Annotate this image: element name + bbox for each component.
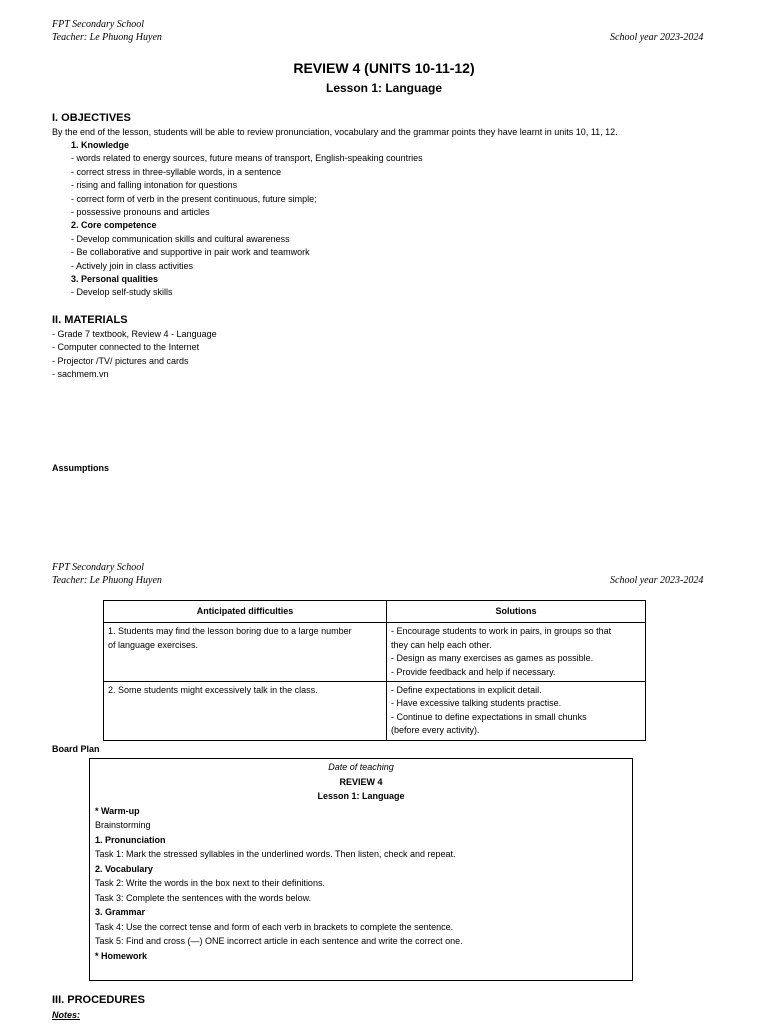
- notes-label: Notes:: [52, 1010, 81, 1020]
- task-4: Task 4: Use the correct tense and form of each verb in brackets to complete the sentence.: [95, 921, 454, 932]
- procedures-heading: III. PROCEDURES: [52, 994, 145, 1006]
- knowledge-heading: 1. Knowledge: [71, 140, 130, 150]
- difficulty-cell: [104, 682, 387, 741]
- table-header-row: [104, 601, 646, 623]
- table-row: [104, 682, 646, 741]
- list-item: - Actively join in class activities: [71, 260, 194, 271]
- task-5: Task 5: Find and cross (—) ONE incorrect article in each sentence and write the correct one.: [95, 936, 463, 946]
- solution-cell: [387, 682, 646, 741]
- teacher-name: Teacher: Le Phuong Huyen: [52, 575, 162, 586]
- school-year: School year 2023-2024: [610, 575, 704, 586]
- board-plan-label: Board Plan: [52, 744, 100, 754]
- materials-heading: II. MATERIALS: [52, 314, 128, 326]
- difficulties-table: [103, 600, 646, 741]
- column-header: Anticipated difficulties: [104, 601, 387, 623]
- personal-qualities-heading: 3. Personal qualities: [71, 274, 159, 285]
- list-item: - Be collaborative and supportive in pair work and teamwork: [71, 247, 310, 258]
- objectives-list: [71, 139, 423, 300]
- list-item: - possessive pronouns and articles: [71, 207, 210, 218]
- list-item: - sachmem.vn: [52, 369, 109, 380]
- cell-line: of language exercises.: [108, 639, 199, 650]
- objectives-heading: I. OBJECTIVES: [52, 112, 131, 124]
- cell-line: they can help each other.: [391, 639, 492, 650]
- page-title: REVIEW 4 (UNITS 10-11-12): [293, 60, 475, 76]
- difficulty-cell: [104, 623, 387, 682]
- board-plan-box: [89, 758, 633, 981]
- core-competence-heading: 2. Core competence: [71, 220, 157, 231]
- task-3: Task 3: Complete the sentences with the words below.: [95, 892, 312, 903]
- cell-line: - Design as many exercises as games as possible.: [391, 653, 594, 664]
- column-header: Solutions: [387, 601, 646, 623]
- cell-line: - Define expectations in explicit detail.: [391, 685, 542, 696]
- board-review-title: REVIEW 4: [339, 776, 383, 787]
- vocabulary-heading: 2. Vocabulary: [95, 863, 153, 874]
- list-item: - Develop self-study skills: [71, 287, 173, 298]
- cell-line: 2. Some students might excessively talk in the class.: [108, 685, 318, 696]
- school-year: School year 2023-2024: [610, 32, 704, 43]
- list-item: - Develop communication skills and cultural awareness: [71, 233, 290, 244]
- list-item: - correct form of verb in the present continuous, future simple;: [71, 193, 317, 204]
- board-lesson-title: Lesson 1: Language: [317, 791, 405, 801]
- warmup-heading: * Warm-up: [95, 805, 140, 816]
- cell-line: - Provide feedback and help if necessary.: [391, 666, 556, 677]
- table-row: [104, 623, 646, 682]
- objectives-intro: By the end of the lesson, students will be able to review pronunciation, vocabulary and the grammar points they have learnt in units 10, 11, 12.: [52, 127, 618, 137]
- materials-list: [52, 328, 217, 382]
- warmup-text: Brainstorming: [95, 820, 151, 830]
- list-item: - Grade 7 textbook, Review 4 - Language: [52, 329, 217, 339]
- solution-cell: [387, 623, 646, 682]
- cell-line: 1. Students may find the lesson boring due to a large number: [108, 626, 352, 637]
- cell-line: - Have excessive talking students practise.: [391, 698, 562, 709]
- list-item: - words related to energy sources, future means of transport, English-speaking countries: [71, 153, 423, 164]
- date-of-teaching: Date of teaching: [328, 762, 394, 772]
- cell-line: - Encourage students to work in pairs, in groups so that: [391, 626, 612, 637]
- homework-heading: * Homework: [95, 950, 148, 961]
- task-1: Task 1: Mark the stressed syllables in the underlined words. Then listen, check and repeat.: [95, 849, 456, 859]
- assumptions-label: Assumptions: [52, 463, 110, 473]
- list-item: - correct stress in three-syllable words, in a sentence: [71, 166, 282, 177]
- school-name: FPT Secondary School: [52, 19, 145, 30]
- page-subtitle: Lesson 1: Language: [325, 81, 443, 95]
- pronunciation-heading: 1. Pronunciation: [95, 834, 166, 845]
- list-item: - Computer connected to the Internet: [52, 342, 200, 353]
- cell-line: (before every activity).: [391, 725, 480, 736]
- teacher-name: Teacher: Le Phuong Huyen: [52, 32, 162, 43]
- task-2: Task 2: Write the words in the box next to their definitions.: [95, 878, 325, 888]
- school-name: FPT Secondary School: [52, 562, 145, 573]
- list-item: - rising and falling intonation for questions: [71, 180, 238, 191]
- list-item: - Projector /TV/ pictures and cards: [52, 355, 189, 366]
- cell-line: - Continue to define expectations in small chunks: [391, 711, 587, 722]
- grammar-heading: 3. Grammar: [95, 907, 146, 917]
